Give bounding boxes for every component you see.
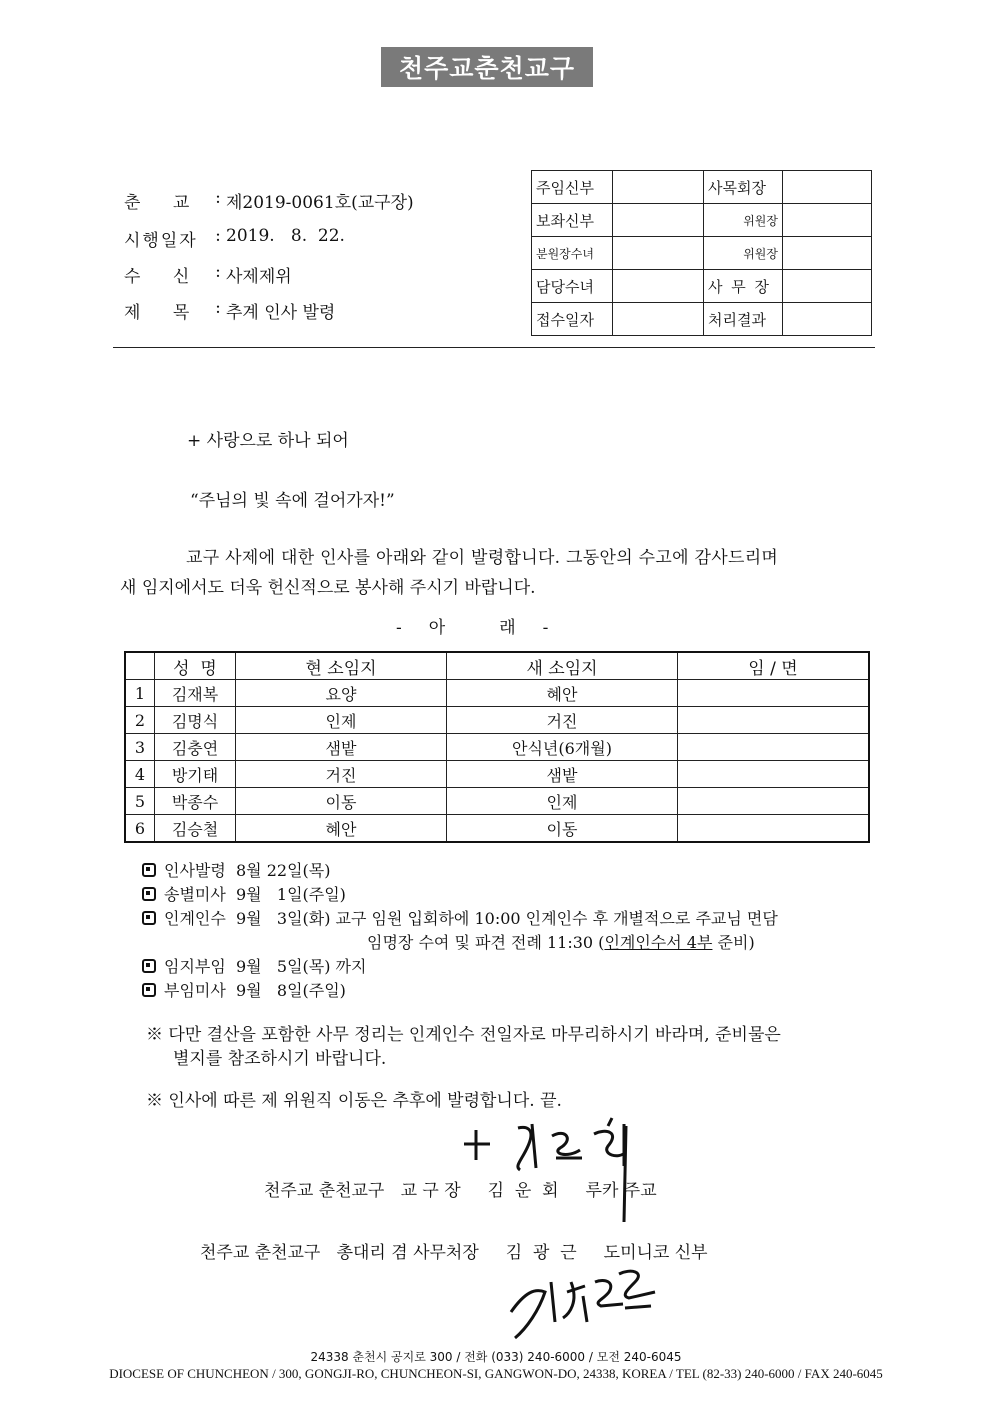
approval-stamp-cell[interactable] [783, 171, 872, 204]
schedule-item [142, 882, 346, 905]
approval-role: 보좌신부 [532, 204, 613, 237]
approval-role: 사목회장 [704, 171, 783, 204]
schedule-text: 인사발령 8월 22일(목) [164, 861, 331, 880]
table-row [125, 707, 869, 734]
schedule-text: 임지부임 9월 5일(목) 까지 [164, 957, 367, 976]
footer-english-address: DIOCESE OF CHUNCHEON / 300, GONGJI-RO, CHUNCHEON-SI, GANGWON-DO, 24338, KOREA / TEL (82-33) 240-6000 / FAX 240-6045 [109, 1366, 883, 1381]
subject-label: 제 목 [124, 303, 190, 323]
bullet-icon [142, 863, 156, 877]
greeting: + 사랑으로 하나 되어 [187, 431, 349, 451]
bullet-icon [142, 887, 156, 901]
approval-stamp-cell[interactable] [613, 204, 704, 237]
priest-name: 김재복 [155, 680, 236, 707]
approval-table [531, 170, 872, 336]
personnel-table [124, 651, 870, 843]
col-header-new: 새 소임지 [447, 652, 678, 680]
new-post: 인제 [447, 788, 678, 815]
intro-line-2: 새 임지에서도 더욱 헌신적으로 봉사해 주시기 바랍니다. [120, 578, 536, 598]
approval-row [532, 237, 872, 270]
approval-stamp-cell[interactable] [613, 303, 704, 336]
current-post: 혜안 [236, 815, 447, 843]
table-row [125, 734, 869, 761]
table-row [125, 788, 869, 815]
subject-row [124, 298, 335, 323]
priest-name: 김승철 [155, 815, 236, 843]
new-post: 이동 [447, 815, 678, 843]
doc-number-label: 춘 교 [124, 193, 190, 213]
bullet-icon [142, 911, 156, 925]
schedule-text: 부임미사 9월 8일(주일) [164, 981, 346, 1000]
col-header-name: 성 명 [155, 652, 236, 680]
col-header-current: 현 소임지 [236, 652, 447, 680]
approval-row [532, 303, 872, 336]
approval-stamp-cell[interactable] [783, 237, 872, 270]
row-number: 3 [125, 734, 155, 761]
motto: “주님의 빛 속에 걸어가자!” [190, 491, 395, 511]
col-header-appoint: 임 / 면 [678, 652, 870, 680]
bullet-icon [142, 983, 156, 997]
note-1-line-1: ※ 다만 결산을 포함한 사무 정리는 인계인수 전일자로 마무리하시기 바라며, 준비물은 [146, 1025, 781, 1045]
new-post: 거진 [447, 707, 678, 734]
priest-name: 박종수 [155, 788, 236, 815]
appoint-cell [678, 707, 870, 734]
new-post: 샘밭 [447, 761, 678, 788]
approval-role: 담당수녀 [532, 270, 613, 303]
bishop-signature [456, 1106, 656, 1226]
row-number: 5 [125, 788, 155, 815]
doc-number-row [124, 188, 414, 213]
new-post: 혜안 [447, 680, 678, 707]
approval-stamp-cell[interactable] [613, 270, 704, 303]
approval-stamp-cell[interactable] [783, 270, 872, 303]
schedule-item [142, 858, 330, 881]
schedule-text: 준비) [712, 933, 755, 952]
subject-value: 추계 인사 발령 [226, 303, 336, 323]
table-row [125, 680, 869, 707]
appoint-cell [678, 680, 870, 707]
priest-name: 방기태 [155, 761, 236, 788]
row-number: 6 [125, 815, 155, 843]
row-number: 1 [125, 680, 155, 707]
section-title: - 아 래 - [396, 618, 549, 638]
footer-korean-address: 24338 춘천시 공지로 300 / 전화 (033) 240-6000 / 모전 240-6045 [310, 1350, 682, 1364]
approval-role: 사 무 장 [704, 270, 783, 303]
approval-role: 분원장수녀 [532, 237, 613, 270]
approval-stamp-cell[interactable] [613, 171, 704, 204]
note-1-line-2: 별지를 참조하시기 바랍니다. [173, 1049, 387, 1069]
appoint-cell [678, 815, 870, 843]
approval-stamp-cell[interactable] [783, 204, 872, 237]
colon: : [215, 226, 221, 246]
appoint-cell [678, 734, 870, 761]
letterhead-logo: 천주교춘천교구 [381, 47, 593, 87]
row-number: 4 [125, 761, 155, 788]
approval-stamp-cell[interactable] [613, 237, 704, 270]
signature-graphic [456, 1106, 656, 1226]
colon: : [215, 188, 221, 208]
current-post: 요양 [236, 680, 447, 707]
doc-number-value: 제2019-0061호(교구장) [226, 193, 414, 213]
schedule-text: 임명장 수여 및 파견 전례 11:30 ( [367, 933, 605, 952]
priest-name: 김명식 [155, 707, 236, 734]
schedule-item [142, 954, 366, 977]
note-2: ※ 인사에 따른 제 위원직 이동은 추후에 발령합니다. 끝. [146, 1091, 562, 1111]
colon: : [215, 298, 221, 318]
recipient-row [124, 262, 292, 287]
col-header-no [125, 652, 155, 680]
recipient-label: 수 신 [124, 267, 190, 287]
schedule-text: 인계인수 9월 3일(화) 교구 임원 입회하에 10:00 인계인수 후 개별적으로 주교님 면담 [164, 909, 778, 928]
new-post: 안식년(6개월) [447, 734, 678, 761]
schedule-text: 송별미사 9월 1일(주일) [164, 885, 346, 904]
schedule-item-continuation [367, 930, 755, 953]
signatory-vicar: 천주교 춘천교구 총대리 겸 사무처장 김 광 근 도미니코 신부 [200, 1243, 708, 1263]
priest-name: 김충연 [155, 734, 236, 761]
recipient-value: 사제제위 [226, 267, 292, 287]
appoint-cell [678, 788, 870, 815]
schedule-underlined-text: 인계인수서 4부 [604, 933, 713, 952]
intro-line-1: 교구 사제에 대한 인사를 아래와 같이 발령합니다. 그동안의 수고에 감사드리며 [186, 548, 779, 568]
approval-row [532, 204, 872, 237]
date-value: 2019. 8. 22. [226, 226, 345, 246]
approval-row [532, 270, 872, 303]
table-header-row [125, 652, 869, 680]
colon: : [215, 262, 221, 282]
current-post: 샘밭 [236, 734, 447, 761]
signatory-bishop: 천주교 춘천교구 교 구 장 김 운 회 루카 주교 [264, 1181, 657, 1201]
schedule-item [142, 906, 778, 929]
row-number: 2 [125, 707, 155, 734]
table-row [125, 815, 869, 843]
date-row [124, 226, 345, 251]
vicar-signature [505, 1252, 665, 1342]
approval-role: 주임신부 [532, 171, 613, 204]
approval-role: 위원장 [704, 237, 783, 270]
signature-graphic [505, 1252, 665, 1342]
approval-role: 처리결과 [704, 303, 783, 336]
appoint-cell [678, 761, 870, 788]
approval-stamp-cell[interactable] [783, 303, 872, 336]
approval-role: 접수일자 [532, 303, 613, 336]
header-divider [113, 347, 875, 348]
schedule-item [142, 978, 346, 1001]
approval-row [532, 171, 872, 204]
approval-role: 위원장 [704, 204, 783, 237]
table-row [125, 761, 869, 788]
date-label: 시행일자 [124, 231, 198, 251]
bullet-icon [142, 959, 156, 973]
current-post: 이동 [236, 788, 447, 815]
current-post: 인제 [236, 707, 447, 734]
current-post: 거진 [236, 761, 447, 788]
